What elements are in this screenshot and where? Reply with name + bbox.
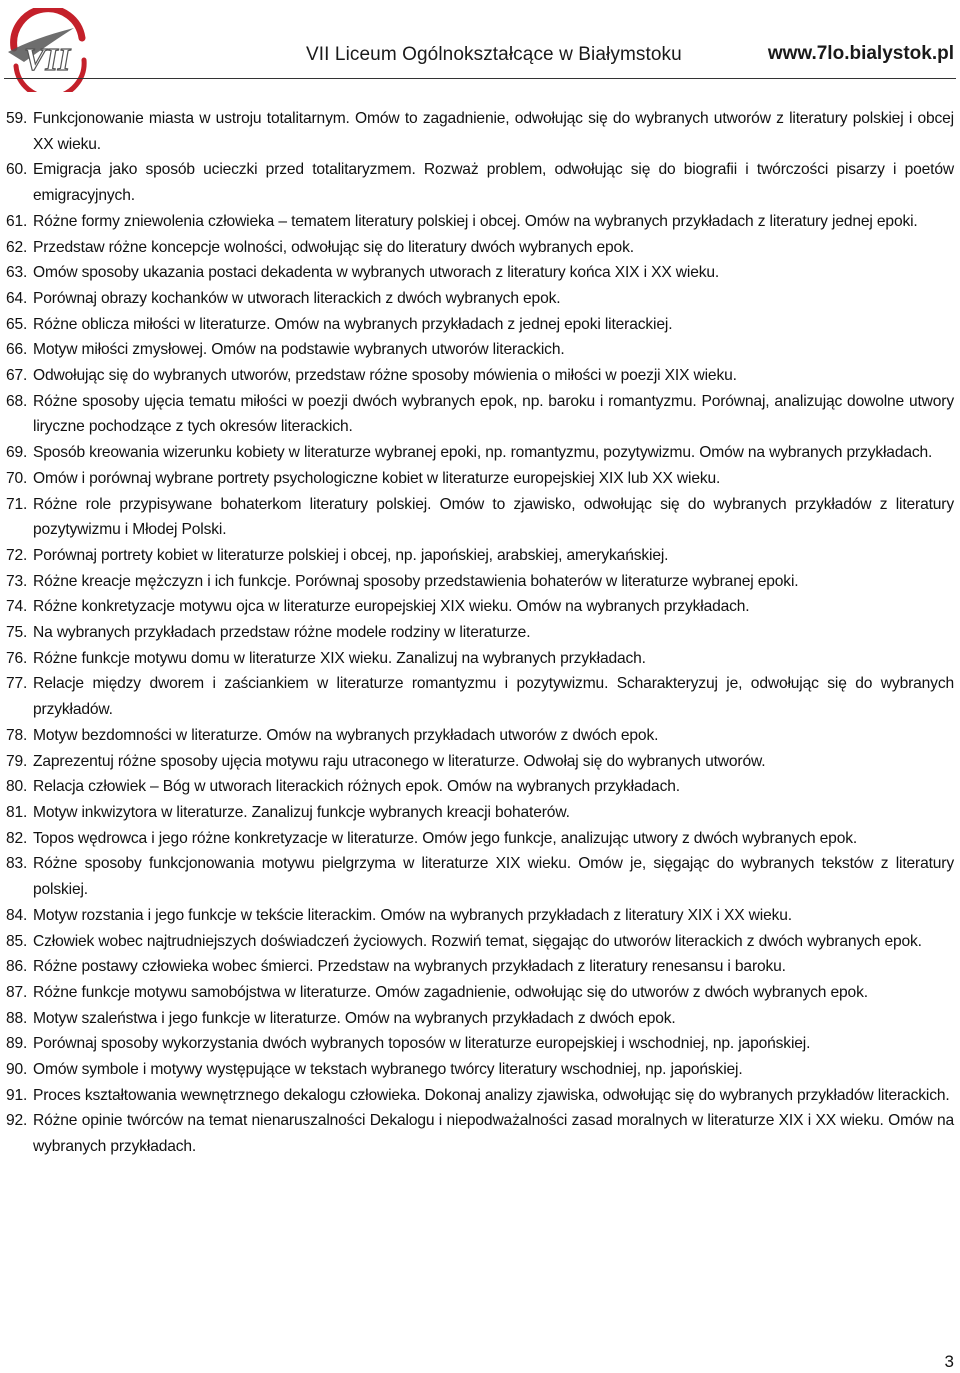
item-number: 88. <box>6 1009 28 1027</box>
list-item <box>6 569 954 595</box>
item-number: 82. <box>6 829 28 847</box>
topic-list <box>6 106 954 1160</box>
list-item <box>6 106 954 157</box>
item-text: Omów i porównaj wybrane portrety psychologiczne kobiet w literaturze europejskiej XIX lub XX wieku. <box>33 469 721 487</box>
item-text: Motyw rozstania i jego funkcje w tekście literackim. Omów na wybranych przykładach z literatury XIX i XX wieku. <box>33 906 792 924</box>
list-item <box>6 980 954 1006</box>
item-text: Funkcjonowanie miasta w ustroju totalitarnym. Omów to zagadnienie, odwołując się do wybranych utworów z literatury polskiej i obcej XX wieku. <box>33 110 954 153</box>
list-item <box>6 209 954 235</box>
item-text: Różne formy zniewolenia człowieka – tematem literatury polskiej i obcej. Omów na wybranych przykładach z literatury jednej epoki. <box>33 212 918 230</box>
item-number: 62. <box>6 238 28 256</box>
item-text: Omów symbole i motywy występujące w tekstach wybranego twórcy literatury wschodniej, np. japońskiej. <box>33 1061 743 1079</box>
page-number: 3 <box>944 1352 954 1371</box>
item-text: Motyw miłości zmysłowej. Omów na podstawie wybranych utworów literackich. <box>33 341 565 359</box>
item-text: Motyw bezdomności w literaturze. Omów na wybranych przykładach utworów z dwóch epok. <box>33 726 659 744</box>
item-text: Emigracja jako sposób ucieczki przed totalitaryzmem. Rozważ problem, odwołując się do biografii i twórczości pisarzy i poetów emigracyjnych. <box>33 161 954 205</box>
list-item <box>6 440 954 466</box>
list-item <box>6 543 954 569</box>
list-item <box>6 620 954 646</box>
item-text: Relacje między dworem i zaściankiem w literaturze romantyzmu i pozytywizmu. Scharakteryzuj je, odwołując się do wybranych przykładów. <box>33 675 954 719</box>
item-text: Różne konkretyzacje motywu ojca w literaturze europejskiej XIX wieku. Omów na wybranych przykładach. <box>33 598 750 616</box>
item-text: Różne kreacje mężczyzn i ich funkcje. Porównaj sposoby przedstawienia bohaterów w literaturze wybranej epoki. <box>33 572 799 590</box>
item-text: Różne opinie twórców na temat nienaruszalności Dekalogu i niepodważalności zasad moralnych w literaturze XIX i XX wieku. Omów na wybranych przykładach. <box>33 1112 954 1156</box>
list-item <box>6 851 954 902</box>
list-item <box>6 286 954 312</box>
item-number: 83. <box>6 855 28 873</box>
item-text: Zaprezentuj różne sposoby ujęcia motywu raju utraconego w literaturze. Odwołaj się do wybranych utworów. <box>33 752 766 770</box>
item-text: Sposób kreowania wizerunku kobiety w literaturze wybranej epoki, np. romantyzmu, pozytywizmu. Omów na wybranych przykładach. <box>33 444 933 462</box>
item-text: Proces kształtowania wewnętrznego dekalogu człowieka. Dokonaj analizy zjawiska, odwołując się do wybranych przykładów literackich. <box>33 1086 950 1104</box>
item-number: 69. <box>6 444 28 462</box>
item-number: 91. <box>6 1086 28 1104</box>
item-number: 87. <box>6 983 28 1001</box>
item-text: Porównaj portrety kobiet w literaturze polskiej i obcej, np. japońskiej, arabskiej, amerykańskiej. <box>33 546 669 564</box>
website-link[interactable]: www.7lo.bialystok.pl <box>767 43 954 64</box>
list-item <box>6 492 954 543</box>
list-item <box>6 1031 954 1057</box>
list-item <box>6 363 954 389</box>
list-item <box>6 157 954 208</box>
item-number: 60. <box>6 161 28 179</box>
item-number: 77. <box>6 675 28 693</box>
item-text: Różne funkcje motywu domu w literaturze XIX wieku. Zanalizuj na wybranych przykładach. <box>33 649 646 667</box>
list-item <box>6 1108 954 1159</box>
logo-graphic <box>4 8 92 92</box>
item-number: 80. <box>6 778 28 796</box>
item-number: 67. <box>6 367 28 385</box>
item-text: Porównaj sposoby wykorzystania dwóch wybranych toposów w literaturze europejskiej i wschodniej, np. japońskiej. <box>33 1035 811 1053</box>
item-text: Porównaj obrazy kochanków w utworach literackich z dwóch wybranych epok. <box>33 289 561 307</box>
school-logo <box>4 8 92 92</box>
list-item <box>6 671 954 722</box>
item-number: 89. <box>6 1035 28 1053</box>
list-item <box>6 954 954 980</box>
item-text: Przedstaw różne koncepcje wolności, odwołując się do literatury dwóch wybranych epok. <box>33 238 634 256</box>
item-number: 79. <box>6 752 28 770</box>
item-text: Różne oblicza miłości w literaturze. Omów na wybranych przykładach z jednej epoki literackiej. <box>33 315 673 333</box>
item-number: 70. <box>6 469 28 487</box>
item-number: 73. <box>6 572 28 590</box>
item-text: Różne sposoby ujęcia tematu miłości w poezji dwóch wybranych epok, np. baroku i romantyzmu. Porównaj, analizując dowolne utwory liryczne pochodzące z tych okresów literackich. <box>33 392 954 436</box>
list-item <box>6 774 954 800</box>
list-item <box>6 260 954 286</box>
item-number: 61. <box>6 212 28 230</box>
list-item <box>6 646 954 672</box>
item-number: 76. <box>6 649 28 667</box>
item-text: Różne funkcje motywu samobójstwa w literaturze. Omów zagadnienie, odwołując się do utworów z dwóch wybranych epok. <box>33 983 868 1001</box>
list-item <box>6 749 954 775</box>
item-number: 68. <box>6 392 28 410</box>
item-number: 85. <box>6 932 28 950</box>
page-header <box>0 0 960 100</box>
list-item <box>6 723 954 749</box>
item-number: 86. <box>6 958 28 976</box>
item-text: Różne role przypisywane bohaterkom literatury polskiej. Omów to zjawisko, odwołując się do wybranych przykładów z literatury pozytywizmu i Młodej Polski. <box>33 495 954 539</box>
item-number: 78. <box>6 726 28 744</box>
list-item <box>6 800 954 826</box>
list-item <box>6 1006 954 1032</box>
item-number: 71. <box>6 495 28 513</box>
item-number: 66. <box>6 341 28 359</box>
item-text: Odwołując się do wybranych utworów, przedstaw różne sposoby mówienia o miłości w poezji XIX wieku. <box>33 367 737 385</box>
list-item <box>6 1057 954 1083</box>
item-text: Omów sposoby ukazania postaci dekadenta w wybranych utworach z literatury końca XIX i XX wieku. <box>33 264 720 282</box>
list-item <box>6 1083 954 1109</box>
item-number: 65. <box>6 315 28 333</box>
item-number: 84. <box>6 906 28 924</box>
item-text: Człowiek wobec najtrudniejszych doświadczeń życiowych. Rozwiń temat, sięgając do utworów literackich z dwóch wybranych epok. <box>33 932 922 950</box>
item-text: Różne postawy człowieka wobec śmierci. Przedstaw na wybranych przykładach z literatury renesansu i baroku. <box>33 958 786 976</box>
list-item <box>6 235 954 261</box>
item-text: Relacja człowiek – Bóg w utworach literackich różnych epok. Omów na wybranych przykładach. <box>33 778 680 796</box>
item-number: 75. <box>6 624 28 642</box>
list-item <box>6 337 954 363</box>
header-rule <box>4 78 956 79</box>
item-number: 74. <box>6 598 28 616</box>
list-item <box>6 594 954 620</box>
item-text: Na wybranych przykładach przedstaw różne modele rodziny w literaturze. <box>33 624 531 642</box>
item-number: 63. <box>6 264 28 282</box>
school-name: VII Liceum Ogólnokształcące w Białymstoku <box>306 44 682 65</box>
item-number: 72. <box>6 546 28 564</box>
list-item <box>6 903 954 929</box>
item-number: 59. <box>6 110 28 127</box>
item-number: 64. <box>6 289 28 307</box>
item-text: Topos wędrowca i jego różne konkretyzacje w literaturze. Omów jego funkcje, analizując utwory z dwóch wybranych epok. <box>33 829 858 847</box>
item-number: 92. <box>6 1112 28 1130</box>
item-text: Motyw szaleństwa i jego funkcje w literaturze. Omów na wybranych przykładach z dwóch epok. <box>33 1009 676 1027</box>
item-text: Motyw inkwizytora w literaturze. Zanalizuj funkcje wybranych kreacji bohaterów. <box>33 803 570 821</box>
list-item <box>6 466 954 492</box>
list-item <box>6 389 954 440</box>
item-number: 81. <box>6 803 28 821</box>
list-item <box>6 312 954 338</box>
logo-text: VII <box>24 41 71 77</box>
list-item <box>6 929 954 955</box>
item-text: Różne sposoby funkcjonowania motywu pielgrzyma w literaturze XIX wieku. Omów je, sięgając do wybranych tekstów z literatury polskiej. <box>33 855 954 899</box>
item-number: 90. <box>6 1061 28 1079</box>
list-item <box>6 826 954 852</box>
